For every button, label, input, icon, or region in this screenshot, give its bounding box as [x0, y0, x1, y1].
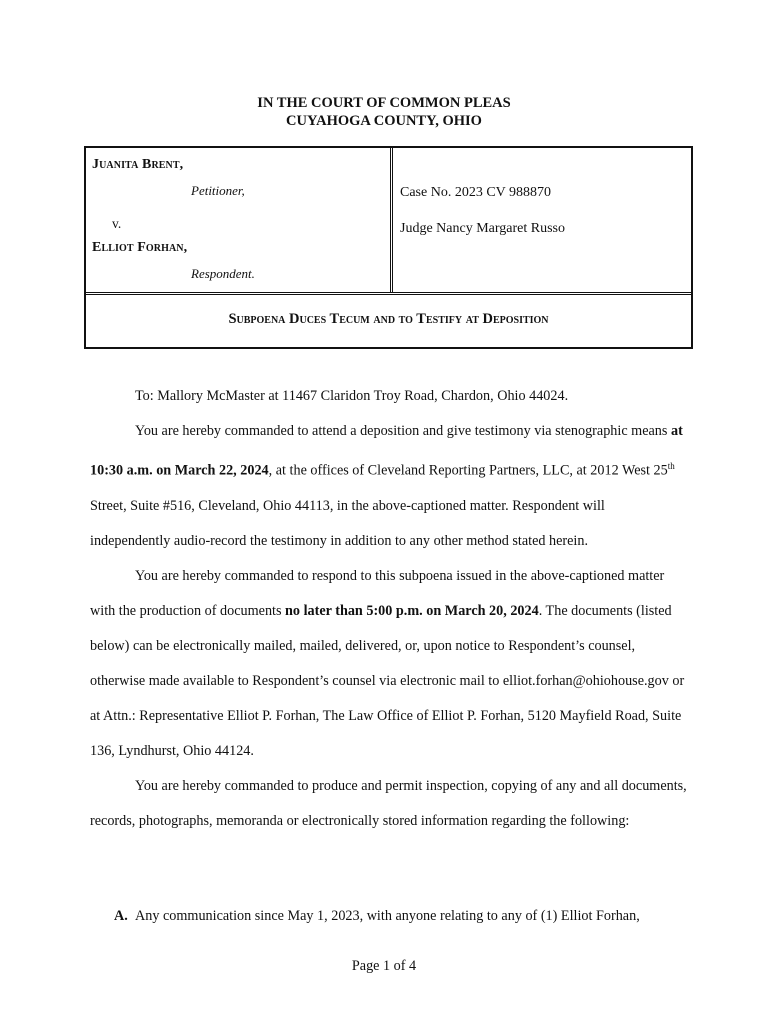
production-paragraph: You are hereby commanded to respond to this subpoena issued in the above-captioned matter with the production of documents no later than 5:00 p.m. on March 20, 2024. The documents (listed below) can be electronically mailed, mailed, delivered, or, upon notice to Respondent’s counsel, otherwise made available to Respondent’s counsel via electronic mail to elliot.forhan@ohiohouse.gov or at Attn.: Representative Elliot P. Forhan, The Law Office of Elliot P. Forhan, 5120 Mayfield Road, Suite 136, Lyndhurst, Ohio 44124. [90, 567, 685, 759]
court-header [0, 94, 768, 130]
court-name: IN THE COURT OF COMMON PLEAS [257, 95, 511, 111]
judge-name: Judge Nancy Margaret Russo [400, 221, 565, 236]
versus-label: v. [112, 216, 122, 231]
case-caption-box [84, 146, 693, 349]
respondent-name: Elliot Forhan, [92, 240, 188, 255]
caption-title-row [86, 292, 691, 349]
petitioner-name: Juanita Brent, [92, 157, 184, 172]
list-marker: A. [114, 908, 128, 924]
subpoena-body [90, 379, 688, 839]
case-number: Case No. 2023 CV 988870 [400, 185, 552, 200]
court-county: CUYAHOGA COUNTY, OHIO [286, 113, 482, 129]
caption-case-info [395, 148, 691, 293]
inspection-paragraph: You are hereby commanded to produce and permit inspection, copying of any and all documents, records, photographs, memoranda or electronically stored information regarding the following: [90, 777, 687, 829]
production-deadline: no later than 5:00 p.m. on March 20, 2024 [285, 602, 539, 619]
list-item-text: Any communication since May 1, 2023, with anyone relating to any of (1) Elliot Forhan, [135, 908, 640, 924]
petitioner-role: Petitioner, [191, 183, 245, 198]
caption-parties [86, 148, 393, 293]
respondent-role: Respondent. [191, 266, 255, 281]
addressee-line: To: Mallory McMaster at 11467 Claridon Troy Road, Chardon, Ohio 44024. [135, 388, 569, 404]
deposition-paragraph: You are hereby commanded to attend a deposition and give testimony via stenographic means at 10:30 a.m. on March 22, 2024, at the offices of Cleveland Reporting Partners, LLC, at 2012 West 25th Street, Suite #516, Cleveland, Ohio 44113, in the above-captioned matter. Respondent will independently audio-record the testimony in addition to any other method stated herein. [90, 423, 683, 549]
deposition-time: at 10:30 a.m. on March 22, 2024 [90, 423, 683, 479]
page-number: Page 1 of 4 [351, 958, 417, 974]
document-title: Subpoena Duces Tecum and to Testify at Deposition [228, 311, 549, 327]
